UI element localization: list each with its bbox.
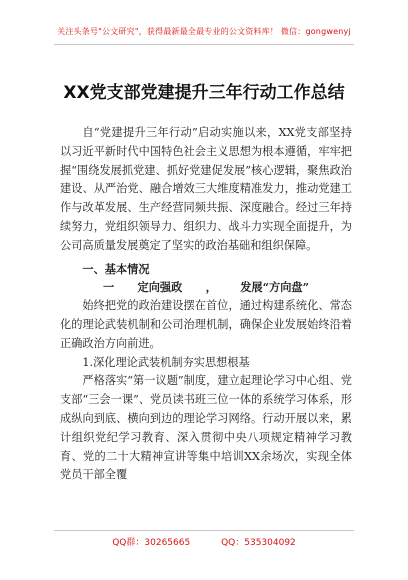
intro-paragraph: 自“党建提升三年行动”启动实施以来，XX党支部坚持以习近平新时代中国特色社会主义思想为根本遵循，牢牢把握“围绕发展抓党建、抓好党建促发展”核心逻辑，聚焦政治建设、从严治党、融合增效三大维度精准发力，推动党建工作与改革发展、生产经营同频共振、深度融合。经过三年持续努力，党组织领导力、组织力、战斗力实现全面提升，为公司高质量发展奠定了坚实的政治基础和组织保障。 bbox=[60, 126, 352, 252]
footer bbox=[0, 535, 408, 548]
header-rule bbox=[54, 44, 354, 45]
footer-qq-group: QQ群：30265665 bbox=[112, 538, 191, 548]
item-paragraph: 严格落实“第一议题”制度，建立起理论学习中心组、党支部“三会一课”、党员读书班三位一体的系统学习体系，形成纵向到底、横向到边的理论学习网络。行动开展以来，累计组织党纪学习教育、深入贯彻中央八项规定精神学习教育、党的二十大精神宣讲等集中培训XX余场次，实现全体党员干部全覆 bbox=[60, 374, 352, 482]
document-body bbox=[60, 124, 352, 485]
section-heading: 一、基本情况 bbox=[82, 261, 150, 276]
footer-qq: QQ：535304092 bbox=[221, 538, 296, 548]
sub-paragraph: 始终把党的政治建设摆在首位，通过构建系统化、常态化的理论武装机制和公司治理机制，确保企业发展始终沿着正确政治方向前进。 bbox=[60, 299, 352, 350]
document-title: XX党支部党建提升三年行动工作总结 bbox=[63, 83, 345, 103]
footer-rule bbox=[54, 530, 354, 531]
header-note: 关注头条号"公文研究"，获得最新最全最专业的公文资料库！ 微信：gongwenyj bbox=[57, 27, 351, 36]
item-heading: 1.深化理论武装机制夯实思想根基 bbox=[82, 355, 250, 369]
sub-heading: 一 定向强政 ， 发展“方向盘” bbox=[102, 280, 310, 295]
